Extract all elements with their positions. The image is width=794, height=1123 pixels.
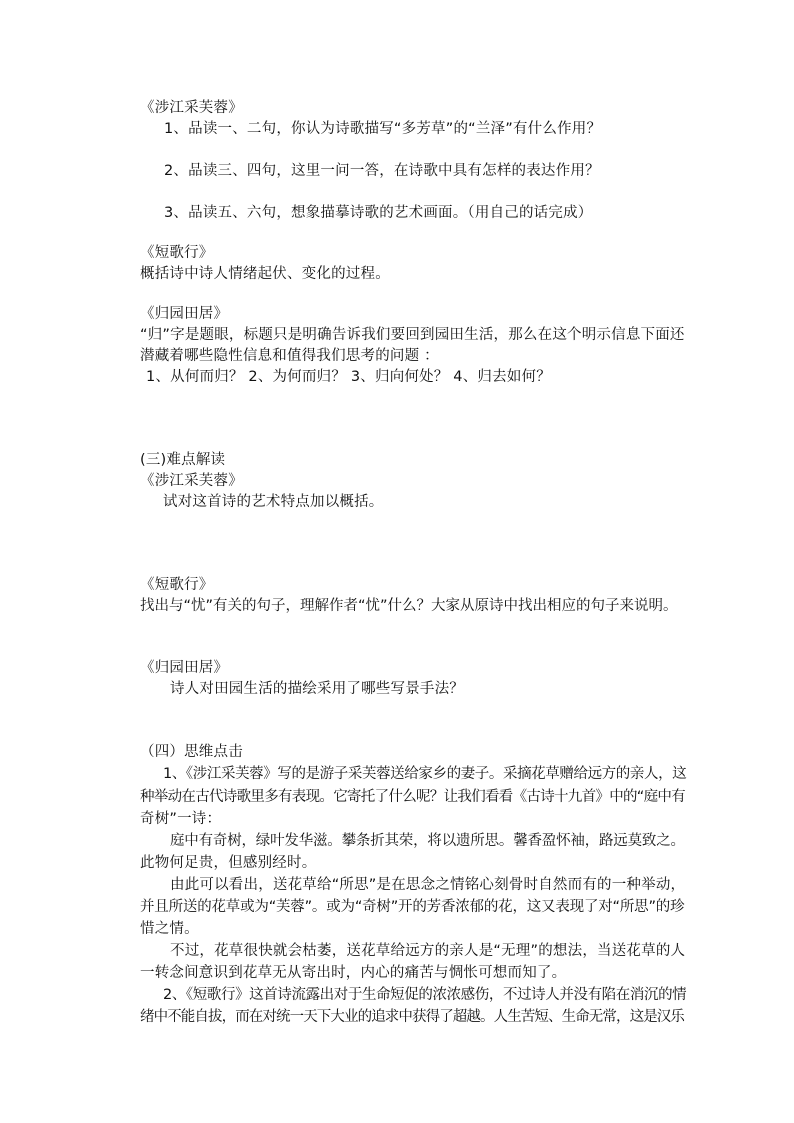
section-title: 《涉江采芙蓉》 — [140, 473, 243, 489]
paragraph-line: 由此可以看出，送花草给“所思”是在思念之情铭心刻骨时自然而有的一种举动， — [170, 877, 686, 893]
poem-line: 此物何足贵，但感别经时。 — [140, 855, 317, 871]
section-title: 《短歌行》 — [140, 577, 214, 593]
section-title: 《归园田居》 — [140, 660, 229, 676]
question: 1、从何而归？ 2、为何而归？ 3、归向何处？ 4、归去如何？ — [146, 369, 551, 385]
paragraph-line: 并且所送的花草或为“芙蓉”。或为“奇树”开的芳香浓郁的花，这又表现了对“所思”的珍 — [140, 899, 685, 915]
question: 3、品读五、六句，想象描摹诗歌的艺术画面。（用自己的话完成） — [164, 205, 593, 221]
paragraph-line: 1、《涉江采芙蓉》写的是游子采芙蓉送给家乡的妻子。采摘花草赠给远方的亲人，这 — [163, 766, 687, 782]
paragraph: 试对这首诗的艺术特点加以概括。 — [163, 494, 384, 510]
section-heading: （四）思维点击 — [140, 744, 243, 760]
question: 1、品读一、二句，你认为诗歌描写“多芳草”的“兰泽”有什么作用？ — [164, 121, 602, 137]
paragraph: 概括诗中诗人情绪起伏、变化的过程。 — [140, 266, 390, 282]
paragraph-line: 绪中不能自拔，而在对统一天下大业的追求中获得了超越。人生苦短、生命无常，这是汉乐 — [140, 1009, 684, 1025]
paragraph-line: 种举动在古代诗歌里多有表现。它寄托了什么呢？让我们看看《古诗十九首》中的“庭中有 — [140, 789, 686, 805]
paragraph-line: 惜之情。 — [140, 921, 199, 937]
paragraph-line: 奇树”一诗： — [140, 811, 222, 827]
paragraph: 潜藏着哪些隐性信息和值得我们思考的问题 ： — [140, 348, 439, 364]
paragraph-line: 2、《短歌行》这首诗流露出对于生命短促的浓浓感伤，不过诗人并没有陷在消沉的情 — [163, 987, 687, 1003]
paragraph-line: 一转念间意识到花草无从寄出时，内心的痛苦与惆怅可想而知了。 — [140, 965, 567, 981]
section-title: 《归园田居》 — [140, 306, 229, 322]
section-title: 《涉江采芙蓉》 — [140, 100, 243, 116]
paragraph-line: 不过，花草很快就会枯萎，送花草给远方的亲人是“无理”的想法，当送花草的人 — [170, 943, 686, 959]
section-heading: (三)难点解读 — [140, 452, 226, 468]
poem-line: 庭中有奇树，绿叶发华滋。攀条折其荣，将以遗所思。馨香盈怀袖，路远莫致之。 — [170, 833, 685, 849]
paragraph: 找出与“忧”有关的句子，理解作者“忧”什么？大家从原诗中找出相应的句子来说明。 — [140, 598, 678, 614]
question: 2、品读三、四句，这里一问一答，在诗歌中具有怎样的表达作用？ — [164, 163, 600, 179]
paragraph: “归”字是题眼，标题只是明确告诉我们要回到园田生活，那么在这个明示信息下面还 — [140, 327, 685, 343]
section-title: 《短歌行》 — [140, 245, 214, 261]
paragraph: 诗人对田园生活的描绘采用了哪些写景手法？ — [170, 681, 464, 697]
